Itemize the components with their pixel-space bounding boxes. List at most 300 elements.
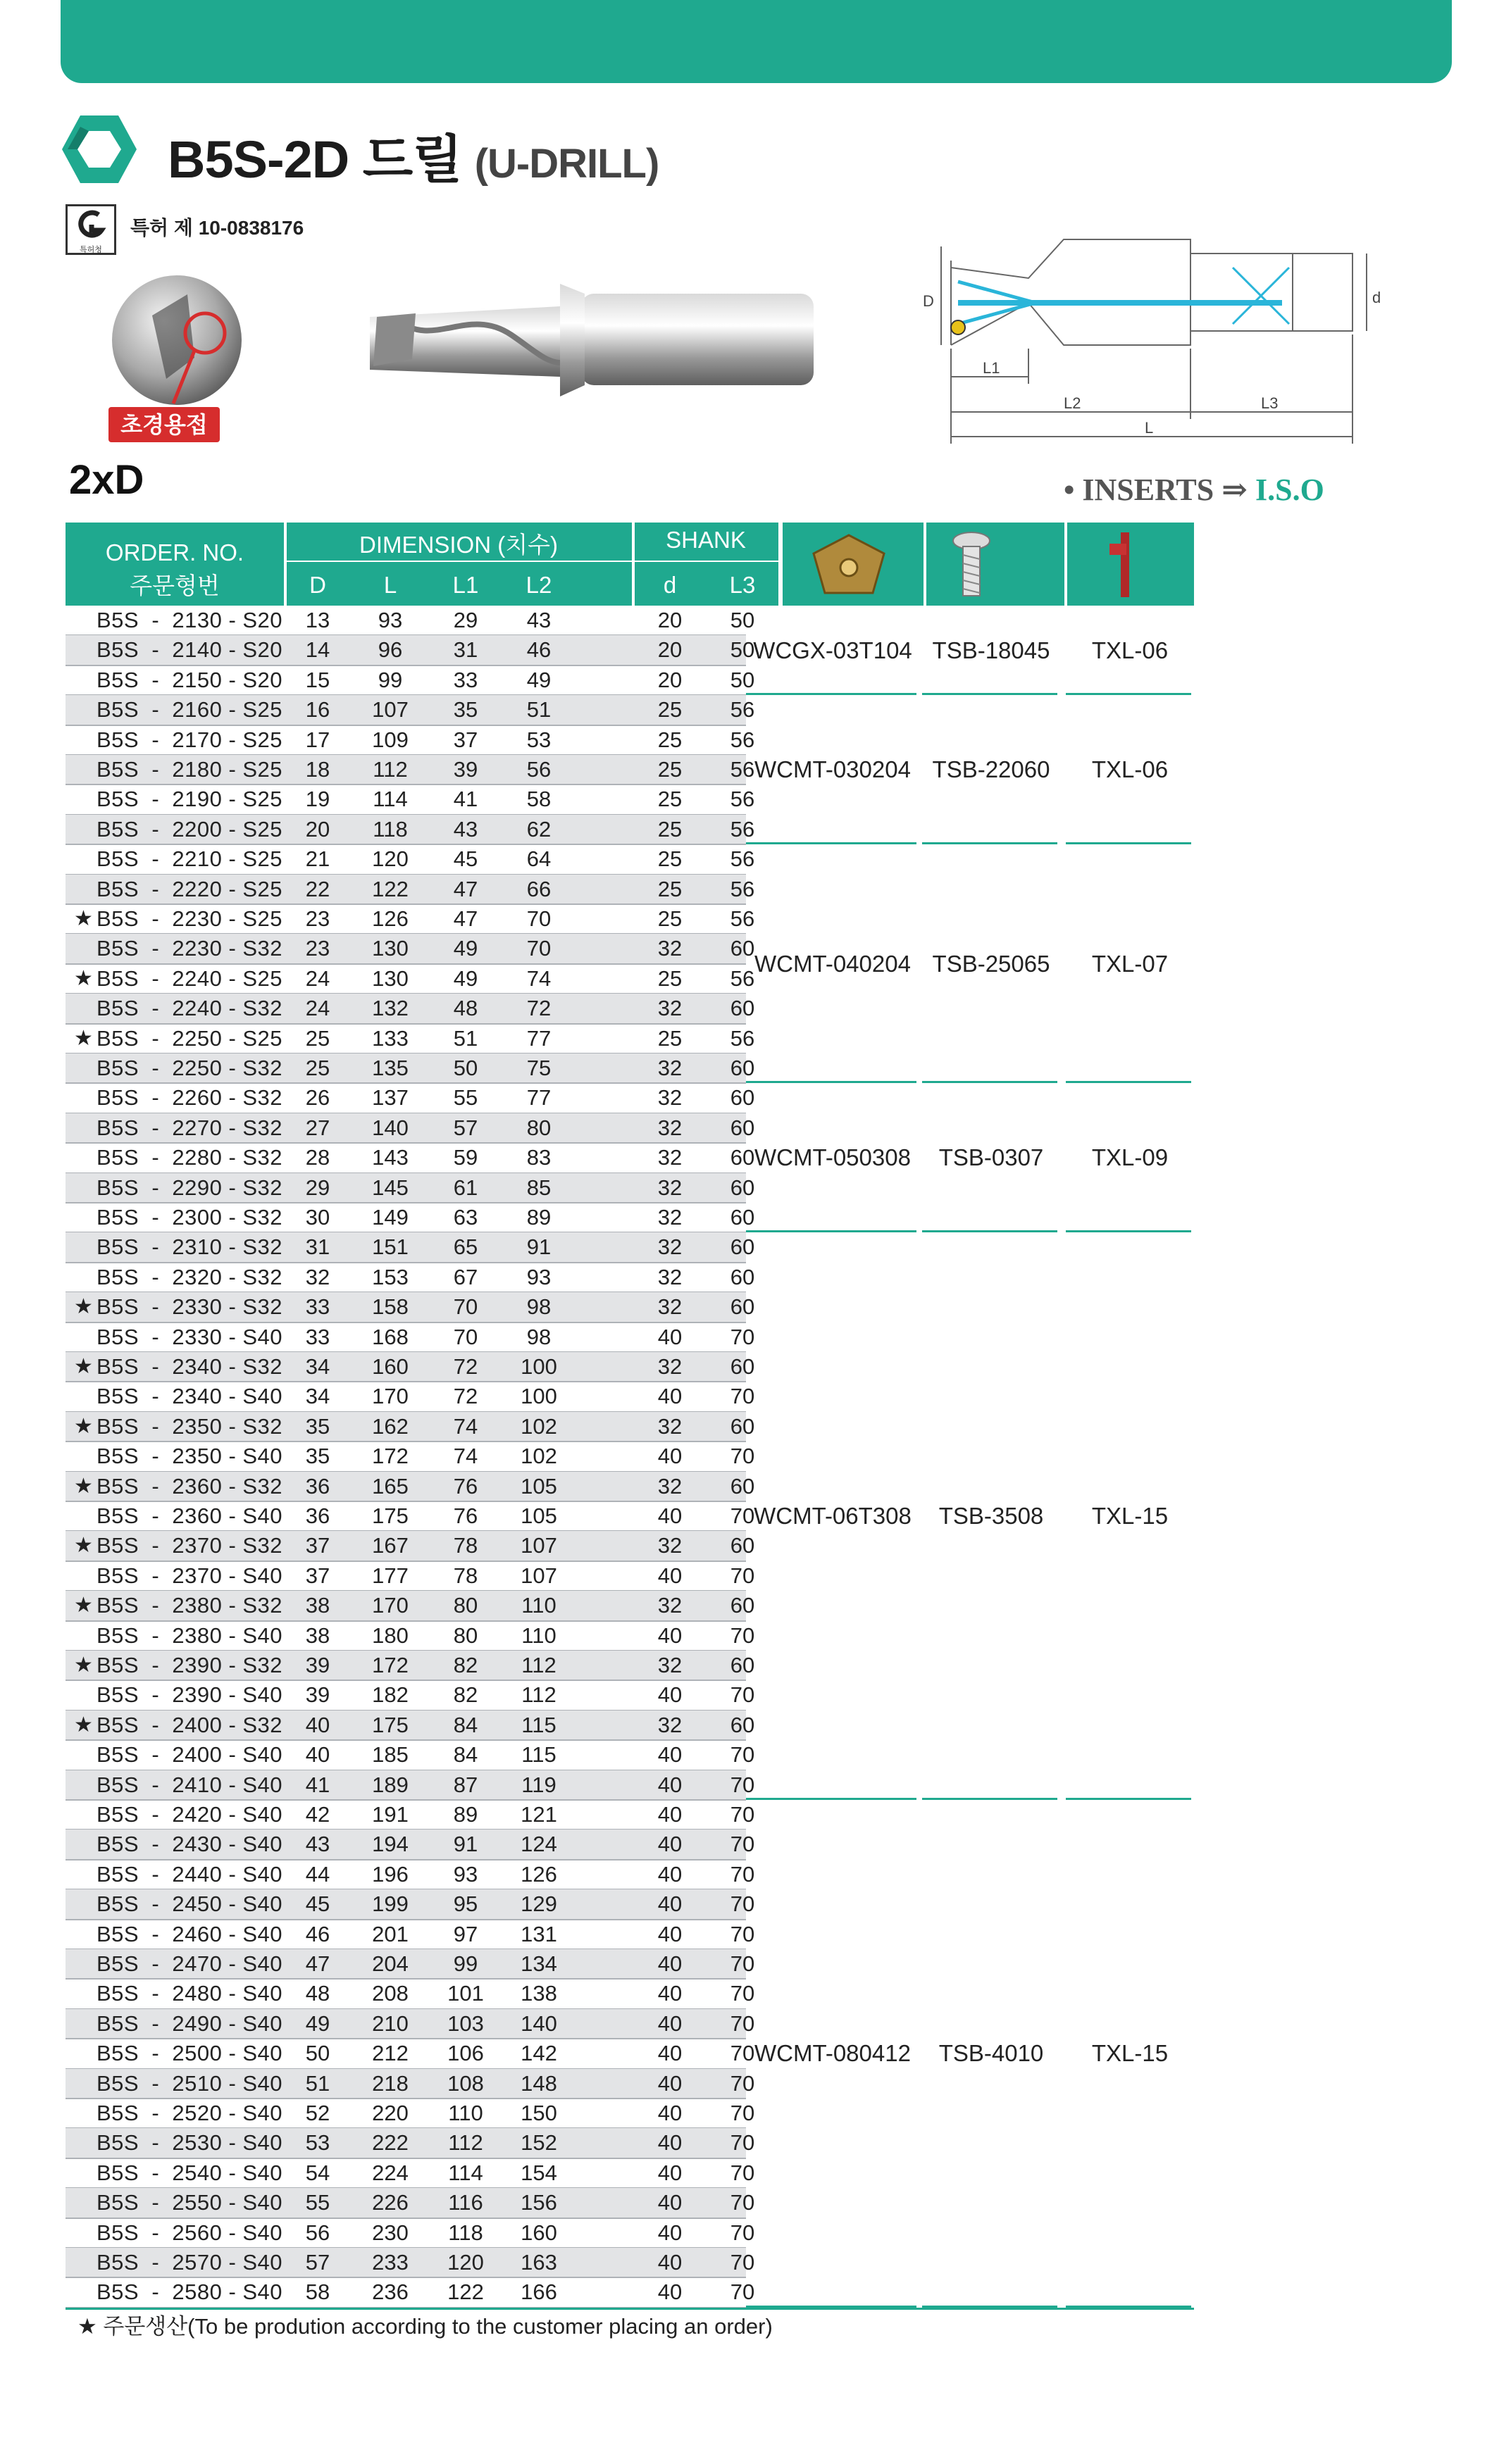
order-number-cell: B5S - 2330 - S40 — [97, 1324, 283, 1349]
cell-d: 40 — [657, 2101, 683, 2125]
cell-L2: 56 — [526, 757, 552, 782]
cell-L2: 134 — [521, 1951, 557, 1976]
cell-D: 15 — [305, 667, 330, 692]
cell-L1: 37 — [453, 727, 478, 752]
group-insert: WCMT-080412 — [754, 2040, 911, 2067]
cell-L3: 70 — [730, 2101, 755, 2125]
cell-L: 222 — [372, 2130, 409, 2156]
cell-L3: 56 — [730, 876, 755, 901]
cell-L3: 56 — [730, 846, 755, 872]
cell-L: 135 — [372, 1056, 409, 1080]
table-row — [66, 1740, 755, 1770]
cell-L: 132 — [372, 996, 409, 1021]
cell-L2: 110 — [521, 1593, 556, 1618]
cell-D: 53 — [305, 2130, 330, 2156]
cell-L1: 80 — [453, 1622, 478, 1648]
cell-L1: 70 — [453, 1324, 478, 1349]
cell-d: 40 — [657, 1802, 683, 1827]
cell-L3: 56 — [730, 727, 755, 752]
cell-L3: 70 — [730, 2220, 755, 2245]
made-to-order-star: ★ — [74, 1414, 93, 1438]
cell-d: 20 — [657, 667, 683, 692]
cell-L1: 55 — [453, 1085, 478, 1111]
header-order-kr: 주문형번 — [130, 573, 220, 599]
cell-L2: 163 — [521, 2250, 557, 2275]
cell-L3: 70 — [730, 2279, 755, 2305]
table-row — [66, 1263, 755, 1292]
group-screw: TSB-0307 — [938, 1144, 1044, 1171]
cell-L2: 105 — [521, 1503, 557, 1528]
cell-L3: 60 — [730, 1354, 755, 1379]
cell-D: 26 — [305, 1085, 330, 1111]
cell-L3: 56 — [730, 697, 755, 723]
made-to-order-star: ★ — [74, 1713, 93, 1737]
cell-D: 30 — [305, 1205, 330, 1230]
cell-D: 50 — [305, 2041, 330, 2066]
table-row — [66, 1830, 755, 1859]
cell-L3: 70 — [730, 2160, 755, 2185]
cell-L: 226 — [372, 2190, 409, 2215]
cell-L2: 74 — [526, 965, 552, 991]
group-screw: TSB-3508 — [938, 1503, 1044, 1530]
cell-L: 189 — [372, 1772, 409, 1797]
cell-d: 20 — [657, 637, 683, 663]
cell-L3: 70 — [730, 2130, 755, 2156]
cell-L: 180 — [372, 1622, 409, 1648]
order-number-cell: B5S - 2560 - S40 — [97, 2220, 283, 2245]
cell-d: 25 — [657, 727, 683, 752]
cell-L2: 156 — [521, 2190, 557, 2215]
order-number-cell: B5S - 2290 - S32 — [97, 1175, 283, 1200]
cell-D: 28 — [305, 1145, 330, 1170]
cell-L: 172 — [372, 1653, 409, 1677]
cell-L: 130 — [372, 965, 409, 991]
cell-L3: 60 — [730, 1413, 755, 1439]
cell-L3: 56 — [730, 965, 755, 991]
cell-L: 168 — [372, 1324, 409, 1349]
cell-L: 199 — [372, 1891, 409, 1917]
cell-L1: 84 — [453, 1712, 478, 1737]
cell-L2: 107 — [521, 1563, 557, 1588]
cell-L2: 98 — [526, 1294, 552, 1320]
cell-L1: 112 — [448, 2130, 483, 2156]
cell-D: 43 — [305, 1832, 330, 1857]
cell-L2: 105 — [521, 1473, 557, 1499]
cell-L1: 82 — [453, 1653, 478, 1677]
diagram-label-L3: L3 — [1261, 394, 1279, 412]
cell-L: 114 — [373, 787, 408, 812]
cell-L3: 60 — [730, 1205, 755, 1230]
table-row — [66, 1292, 755, 1322]
order-number-cell: B5S - 2240 - S25 — [97, 965, 283, 991]
table-row — [66, 1352, 755, 1382]
order-number-cell: B5S - 2190 - S25 — [97, 787, 283, 812]
group-screw: TSB-4010 — [938, 2040, 1044, 2067]
table-row — [66, 2218, 755, 2248]
cell-d: 25 — [657, 965, 683, 991]
order-number-cell: B5S - 2440 - S40 — [97, 1861, 283, 1887]
cell-L3: 60 — [730, 1145, 755, 1170]
torx-key-icon — [1107, 530, 1142, 600]
cell-L3: 70 — [730, 1324, 755, 1349]
order-number-cell: B5S - 2350 - S40 — [97, 1444, 283, 1469]
cell-L1: 76 — [453, 1473, 478, 1499]
cell-L2: 126 — [521, 1861, 557, 1887]
cell-D: 36 — [305, 1503, 330, 1528]
cell-D: 20 — [305, 816, 330, 842]
order-number-cell: B5S - 2370 - S40 — [97, 1563, 283, 1588]
table-row — [66, 2188, 755, 2218]
made-to-order-star: ★ — [74, 1474, 93, 1498]
table-row — [66, 1979, 755, 2008]
cell-L2: 100 — [521, 1384, 557, 1409]
cell-L: 175 — [372, 1712, 409, 1737]
header-col-L2: L2 — [526, 572, 552, 598]
cell-L1: 48 — [453, 996, 478, 1021]
order-number-cell: B5S - 2580 - S40 — [97, 2279, 283, 2305]
table-row — [66, 904, 755, 934]
cell-L1: 87 — [453, 1772, 478, 1797]
order-number-cell: B5S - 2400 - S40 — [97, 1742, 283, 1768]
table-row — [66, 1053, 755, 1083]
top-banner — [61, 0, 1452, 83]
cell-d: 40 — [657, 1921, 683, 1946]
weld-label: 초경용접 — [108, 407, 220, 442]
table-row — [66, 1651, 755, 1680]
cell-L: 145 — [372, 1175, 409, 1200]
cell-L: 153 — [372, 1264, 409, 1289]
cell-L1: 47 — [453, 906, 478, 931]
cell-D: 56 — [305, 2220, 330, 2245]
group-insert: WCMT-06T308 — [754, 1503, 912, 1530]
cell-D: 37 — [305, 1563, 330, 1588]
table-row — [66, 1860, 755, 1889]
cell-L2: 131 — [521, 1921, 557, 1946]
cell-L1: 72 — [453, 1354, 478, 1379]
cell-D: 58 — [305, 2279, 330, 2305]
cell-d: 40 — [657, 2041, 683, 2066]
cell-L: 170 — [372, 1593, 409, 1618]
cell-D: 37 — [305, 1533, 330, 1558]
cell-L3: 60 — [730, 1593, 755, 1618]
table-row — [66, 1800, 755, 1830]
table-row — [66, 1531, 755, 1561]
cell-L3: 56 — [730, 1025, 755, 1051]
order-number-cell: B5S - 2520 - S40 — [97, 2101, 283, 2125]
cell-L: 236 — [372, 2279, 409, 2305]
cell-L1: 47 — [453, 876, 478, 901]
cell-L: 107 — [372, 697, 409, 723]
cell-L2: 75 — [526, 1056, 552, 1080]
order-number-cell: B5S - 2330 - S32 — [97, 1294, 283, 1320]
cell-L1: 61 — [453, 1175, 478, 1200]
order-number-cell: B5S - 2170 - S25 — [97, 727, 283, 752]
order-number-cell: B5S - 2350 - S32 — [97, 1413, 283, 1439]
order-number-cell: B5S - 2260 - S32 — [97, 1085, 283, 1111]
cell-L2: 102 — [521, 1444, 557, 1469]
cell-L2: 64 — [526, 846, 552, 872]
cell-L: 185 — [372, 1742, 409, 1768]
cell-L3: 70 — [730, 1861, 755, 1887]
cell-L3: 56 — [730, 906, 755, 931]
cell-L2: 89 — [526, 1205, 552, 1230]
cell-L3: 70 — [730, 2010, 755, 2036]
cell-L3: 50 — [730, 637, 755, 663]
cell-L1: 49 — [453, 965, 478, 991]
cell-L2: 66 — [526, 876, 552, 901]
cell-L1: 80 — [453, 1593, 478, 1618]
cell-L: 149 — [372, 1205, 409, 1230]
cell-L: 194 — [372, 1832, 409, 1857]
header-col-d: d — [663, 572, 677, 598]
cell-D: 45 — [305, 1891, 330, 1917]
cell-L3: 70 — [730, 1951, 755, 1976]
made-to-order-star: ★ — [74, 966, 93, 990]
group-insert: WCMT-050308 — [754, 1144, 911, 1171]
cell-L2: 77 — [526, 1025, 552, 1051]
group-insert: WCMT-030204 — [754, 756, 911, 783]
cell-L: 133 — [372, 1025, 409, 1051]
table-row — [66, 1322, 755, 1352]
made-to-order-star: ★ — [74, 907, 93, 930]
insert-group — [746, 606, 1194, 695]
insert-icon — [811, 532, 887, 596]
cell-D: 39 — [305, 1682, 330, 1708]
cell-D: 36 — [305, 1473, 330, 1499]
cell-d: 32 — [657, 1056, 683, 1080]
cell-L: 96 — [378, 637, 403, 663]
cell-D: 51 — [305, 2070, 330, 2096]
order-number-cell: B5S - 2390 - S32 — [97, 1653, 283, 1677]
cell-L3: 70 — [730, 1772, 755, 1797]
cell-D: 22 — [305, 876, 330, 901]
table-row — [66, 665, 755, 695]
order-number-cell: B5S - 2130 - S20 — [97, 608, 283, 632]
cell-L3: 50 — [730, 608, 755, 632]
cell-L: 204 — [372, 1951, 409, 1976]
group-insert: WCMT-040204 — [754, 950, 911, 977]
header-col-D: D — [309, 572, 326, 598]
diagram-label-L1: L1 — [983, 359, 1000, 377]
cell-L2: 112 — [521, 1653, 556, 1677]
cell-d: 25 — [657, 846, 683, 872]
group-key: TXL-15 — [1091, 1503, 1169, 1530]
cell-L1: 67 — [453, 1264, 478, 1289]
header-shank: SHANK — [666, 527, 746, 553]
cell-d: 32 — [657, 1175, 683, 1200]
table-row — [66, 2009, 755, 2039]
cell-d: 32 — [657, 1205, 683, 1230]
table-row — [66, 934, 755, 963]
cell-d: 32 — [657, 1294, 683, 1320]
table-row — [66, 1680, 755, 1710]
order-number-cell: B5S - 2490 - S40 — [97, 2010, 283, 2036]
cell-L1: 118 — [448, 2220, 483, 2245]
cell-L2: 160 — [521, 2220, 557, 2245]
cell-L1: 57 — [453, 1115, 478, 1140]
order-number-cell: B5S - 2300 - S32 — [97, 1205, 283, 1230]
table-row — [66, 755, 755, 784]
group-insert: WCGX-03T104 — [753, 637, 912, 663]
cell-L2: 91 — [526, 1234, 552, 1260]
cell-L2: 107 — [521, 1533, 557, 1558]
cell-d: 40 — [657, 2250, 683, 2275]
cell-L3: 60 — [730, 1712, 755, 1737]
diagram-label-L: L — [1145, 419, 1154, 437]
cell-L2: 72 — [526, 996, 552, 1021]
group-screw: TSB-22060 — [932, 756, 1050, 783]
section-title: 2xD — [69, 457, 144, 503]
table-header — [66, 523, 1194, 606]
cell-L2: 110 — [521, 1622, 556, 1648]
cell-L: 109 — [372, 727, 409, 752]
cell-L: 230 — [372, 2220, 409, 2245]
cell-L1: 103 — [447, 2010, 484, 2036]
cell-D: 31 — [305, 1234, 330, 1260]
cell-D: 33 — [305, 1324, 330, 1349]
cell-D: 14 — [305, 637, 330, 663]
drill-dimension-diagram — [895, 232, 1381, 465]
cell-L2: 115 — [521, 1712, 556, 1737]
cell-L3: 70 — [730, 1921, 755, 1946]
cell-L3: 60 — [730, 1473, 755, 1499]
table-row — [66, 1621, 755, 1651]
cell-L1: 35 — [453, 697, 478, 723]
cell-L3: 70 — [730, 1384, 755, 1409]
page-title: B5S-2D 드릴 (U-DRILL) — [168, 130, 659, 189]
order-number-cell: B5S - 2240 - S32 — [97, 996, 283, 1021]
order-number-cell: B5S - 2400 - S32 — [97, 1712, 283, 1737]
cell-L2: 152 — [521, 2130, 557, 2156]
table-row — [66, 2099, 755, 2128]
group-key: TXL-09 — [1091, 1144, 1169, 1171]
table-row — [66, 1203, 755, 1232]
header-dimension: DIMENSION (치수) — [359, 532, 558, 558]
order-number-cell: B5S - 2250 - S25 — [97, 1025, 283, 1051]
cell-d: 25 — [657, 1025, 683, 1051]
cell-D: 52 — [305, 2101, 330, 2125]
table-row — [66, 725, 755, 755]
made-to-order-star: ★ — [74, 1653, 93, 1677]
cell-d: 25 — [657, 757, 683, 782]
order-number-cell: B5S - 2280 - S32 — [97, 1145, 283, 1170]
order-number-cell: B5S - 2380 - S40 — [97, 1622, 283, 1648]
cell-L: 196 — [372, 1861, 409, 1887]
order-number-cell: B5S - 2430 - S40 — [97, 1832, 283, 1857]
cell-L: 118 — [373, 816, 408, 842]
table-row — [66, 1113, 755, 1143]
cell-L: 220 — [372, 2101, 409, 2125]
order-number-cell: B5S - 2340 - S40 — [97, 1384, 283, 1409]
table-row — [66, 844, 755, 874]
cell-L3: 56 — [730, 757, 755, 782]
table-row — [66, 1920, 755, 1949]
order-number-cell: B5S - 2340 - S32 — [97, 1354, 283, 1379]
cell-L3: 60 — [730, 1056, 755, 1080]
group-key: TXL-07 — [1091, 950, 1169, 977]
cell-L3: 60 — [730, 1294, 755, 1320]
cell-D: 17 — [305, 727, 330, 752]
cell-L: 172 — [372, 1444, 409, 1469]
order-number-cell: B5S - 2530 - S40 — [97, 2130, 283, 2156]
cell-L1: 120 — [447, 2250, 484, 2275]
cell-D: 48 — [305, 1981, 330, 2006]
cell-L3: 60 — [730, 1175, 755, 1200]
table-row — [66, 695, 755, 725]
insert-group — [746, 1083, 1194, 1232]
cell-L3: 70 — [730, 1503, 755, 1528]
cell-d: 32 — [657, 1593, 683, 1618]
cell-d: 32 — [657, 1145, 683, 1170]
made-to-order-star: ★ — [74, 1295, 93, 1319]
order-number-cell: B5S - 2310 - S32 — [97, 1234, 283, 1260]
table-row — [66, 1232, 755, 1262]
order-number-cell: B5S - 2410 - S40 — [97, 1772, 283, 1797]
cell-D: 49 — [305, 2010, 330, 2036]
cell-L2: 58 — [526, 787, 552, 812]
cell-d: 40 — [657, 2190, 683, 2215]
cell-L: 137 — [372, 1085, 409, 1111]
table-row — [66, 2277, 755, 2307]
insert-group — [746, 844, 1194, 1083]
table-row — [66, 815, 755, 844]
cell-d: 32 — [657, 1712, 683, 1737]
cell-D: 40 — [305, 1742, 330, 1768]
cell-D: 41 — [305, 1772, 330, 1797]
cell-L3: 60 — [730, 996, 755, 1021]
table-row — [66, 2069, 755, 2099]
order-number-cell: B5S - 2540 - S40 — [97, 2160, 283, 2185]
order-number-cell: B5S - 2160 - S25 — [97, 697, 283, 723]
cell-D: 27 — [305, 1115, 330, 1140]
cell-d: 40 — [657, 1622, 683, 1648]
cell-L3: 70 — [730, 1832, 755, 1857]
cell-L1: 114 — [448, 2160, 483, 2185]
cell-L2: 124 — [521, 1832, 557, 1857]
cell-D: 47 — [305, 1951, 330, 1976]
patent-number: 특허 제 10-0838176 — [130, 217, 304, 239]
cell-D: 25 — [305, 1056, 330, 1080]
cell-L3: 60 — [730, 1264, 755, 1289]
group-screw: TSB-25065 — [932, 950, 1050, 977]
order-number-cell: B5S - 2550 - S40 — [97, 2190, 283, 2215]
header-col-L: L — [383, 572, 397, 598]
cell-L1: 31 — [453, 637, 478, 663]
order-number-cell: B5S - 2390 - S40 — [97, 1682, 283, 1708]
cell-d: 40 — [657, 1832, 683, 1857]
cell-L: 151 — [372, 1234, 409, 1260]
order-number-cell: B5S - 2210 - S25 — [97, 846, 283, 872]
order-number-cell: B5S - 2250 - S32 — [97, 1056, 283, 1080]
header-col-L3: L3 — [729, 572, 756, 598]
order-number-cell: B5S - 2270 - S32 — [97, 1115, 283, 1140]
order-number-cell: B5S - 2360 - S40 — [97, 1503, 283, 1528]
table-row — [66, 1770, 755, 1800]
cell-D: 25 — [305, 1025, 330, 1051]
cell-L1: 89 — [453, 1802, 478, 1827]
cell-D: 13 — [305, 608, 330, 632]
cell-L1: 116 — [448, 2190, 483, 2215]
cell-d: 32 — [657, 1085, 683, 1111]
cell-d: 20 — [657, 608, 683, 632]
cell-L1: 91 — [453, 1832, 478, 1857]
cell-L2: 112 — [521, 1682, 556, 1708]
cell-L2: 93 — [526, 1264, 552, 1289]
footnote: ★ 주문생산(To be prodution according to the customer placing an order) — [77, 2314, 773, 2339]
cell-L1: 70 — [453, 1294, 478, 1320]
cell-D: 32 — [305, 1264, 330, 1289]
cell-D: 21 — [305, 846, 330, 872]
